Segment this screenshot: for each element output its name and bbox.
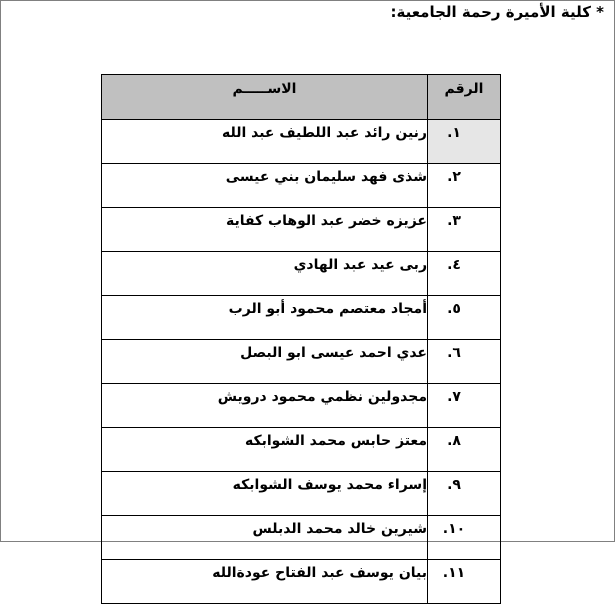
row-name: ربى عيد عبد الهادي — [102, 252, 428, 296]
row-number: ٥. — [428, 296, 501, 340]
row-name: بيان يوسف عبد الفتاح عودةالله — [102, 560, 428, 604]
table-row — [102, 252, 501, 296]
row-name: عدي احمد عيسى ابو البصل — [102, 340, 428, 384]
row-name: شيرين خالد محمد الدبلس — [102, 516, 428, 560]
students-table — [101, 74, 501, 604]
row-number: ٣. — [428, 208, 501, 252]
row-number: ٧. — [428, 384, 501, 428]
name-column-header: الاســـــم — [102, 75, 428, 120]
row-name: مجدولين نظمي محمود درويش — [102, 384, 428, 428]
row-number: ١. — [428, 120, 501, 164]
row-number: ٦. — [428, 340, 501, 384]
table-row — [102, 384, 501, 428]
number-column-header: الرقم — [428, 75, 501, 120]
table-row — [102, 516, 501, 560]
table-row — [102, 428, 501, 472]
table-row — [102, 472, 501, 516]
row-number: ٤. — [428, 252, 501, 296]
table-row — [102, 296, 501, 340]
row-number: ٨. — [428, 428, 501, 472]
row-number: ٢. — [428, 164, 501, 208]
table-row — [102, 120, 501, 164]
row-name: أمجاد معتصم محمود أبو الرب — [102, 296, 428, 340]
table-row — [102, 208, 501, 252]
row-number: ١٠. — [428, 516, 501, 560]
row-number: ٩. — [428, 472, 501, 516]
table-row — [102, 164, 501, 208]
row-name: إسراء محمد يوسف الشوابكه — [102, 472, 428, 516]
row-name: شذى فهد سليمان بني عيسى — [102, 164, 428, 208]
table-header-row — [102, 75, 501, 120]
row-name: رنين رائد عبد اللطيف عبد الله — [102, 120, 428, 164]
table-row — [102, 340, 501, 384]
table-row — [102, 560, 501, 604]
row-name: عزيزه خضر عبد الوهاب كفاية — [102, 208, 428, 252]
row-name: معتز حابس محمد الشوابكه — [102, 428, 428, 472]
section-heading: * كلية الأميرة رحمة الجامعية: — [390, 3, 604, 21]
row-number: ١١. — [428, 560, 501, 604]
